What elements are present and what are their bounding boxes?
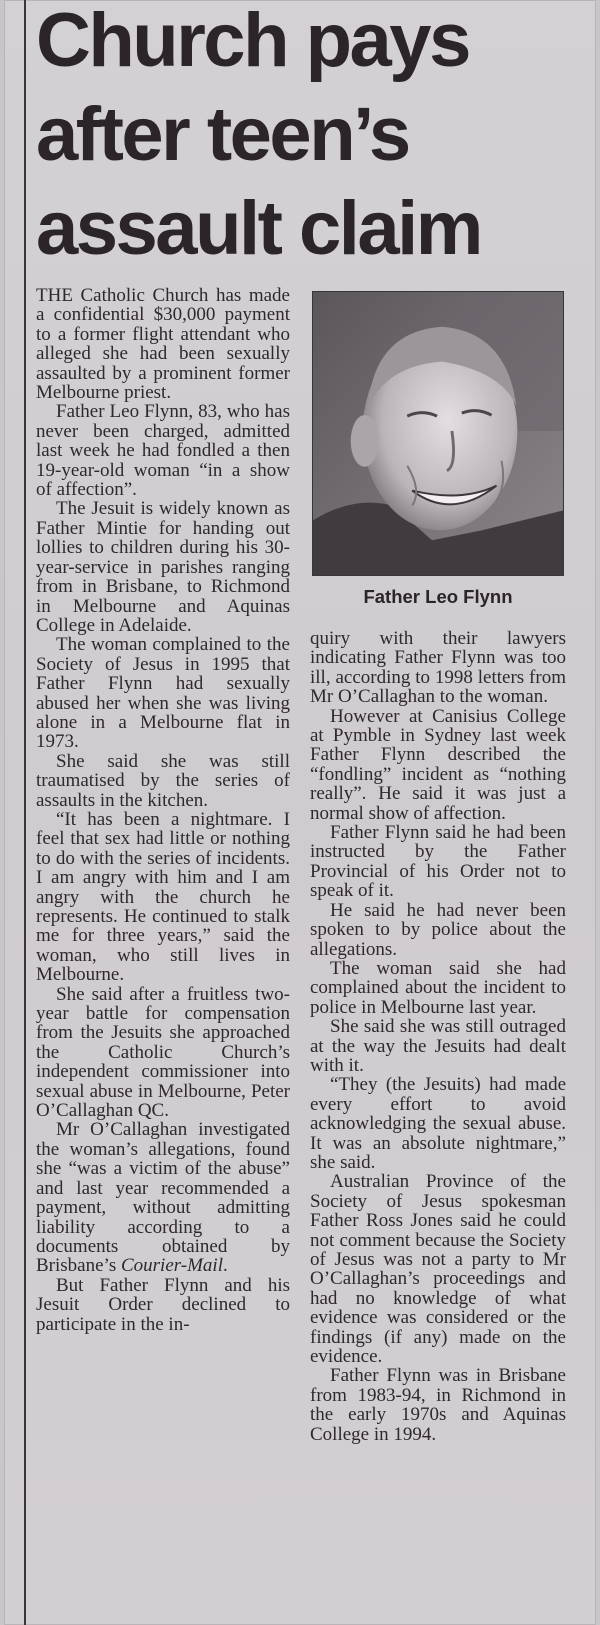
paragraph: Australian Province of the Society of Jesus spokesman Father Ross Jones said he could not comment because the Society of Jesus was not a party to Mr O’Callaghan’s proceedings and had no knowledge of what evidence was considered or the findings (if any) made on the evidence. bbox=[310, 1171, 566, 1368]
paragraph: The Jesuit is widely known as Father Mintie for handing out lollies to children during his 30-year-service in parishes ranging from in Brisbane, to Richmond in Melbourne and Aquinas College in Adelaide. bbox=[36, 498, 290, 636]
headline-line-3: assault claim bbox=[36, 186, 481, 271]
paragraph: She said she was still outraged at the way the Jesuits had dealt with it. bbox=[310, 1016, 566, 1076]
paragraph: She said she was still traumatised by the series of assaults in the kitchen. bbox=[36, 750, 290, 811]
paragraph: The woman said she had complained about the incident to police in Melbourne last year. bbox=[310, 957, 566, 1018]
photo-caption: Father Leo Flynn bbox=[363, 586, 513, 607]
paragraph: Father Leo Flynn, 83, who has never been charged, admitted last week he had fondled a then 19-year-old woman “in a show of affection”. bbox=[36, 401, 290, 501]
paragraph: But Father Flynn and his Jesuit Order declined to participate in the in- bbox=[36, 1274, 290, 1335]
column-rule bbox=[24, 0, 26, 1625]
paragraph: “They (the Jesuits) had made every effort to avoid acknowledging the sexual abuse. It was an absolute nightmare,” she said. bbox=[310, 1074, 566, 1173]
article-column-2 bbox=[310, 629, 566, 1444]
paragraph: “It has been a nightmare. I feel that sex had little or nothing to do with the series of incidents. I am angry with him and I am angry with the church he represents. He continued to stalk me for three years,” said the woman, who still lives in Melbourne. bbox=[36, 808, 290, 986]
headline-line-1: Church pays bbox=[36, 0, 469, 83]
paragraph: The woman complained to the Society of Jesus in 1995 that Father Flynn had sexually abused her when she was living alone in a Melbourne flat in 1973. bbox=[36, 634, 290, 753]
portrait-image bbox=[313, 292, 563, 575]
paragraph: However at Canisius College at Pymble in Sydney last week Father Flynn described the “fondling” incident as “nothing really”. He said it was just a normal show of affection. bbox=[310, 705, 566, 824]
portrait-photo bbox=[312, 291, 564, 576]
paragraph: She said after a fruitless two-year battle for compensation from the Jesuits she approached the Catholic Church’s independent commissioner into sexual abuse in Melbourne, Peter O’Callaghan QC. bbox=[36, 983, 290, 1122]
paragraph: THE Catholic Church has made a confidential $30,000 payment to a former flight attendant who alleged she had been sexually assaulted by a prominent former Melbourne priest. bbox=[36, 285, 290, 404]
paragraph: He said he had never been spoken to by police about the allegations. bbox=[310, 899, 566, 960]
headline-line-2: after teen’s bbox=[36, 92, 409, 177]
paragraph: Father Flynn said he had been instructed by the Father Provincial of his Order not to speak of it. bbox=[310, 822, 566, 902]
paragraph: quiry with their lawyers indicating Father Flynn was too ill, according to 1998 letters from Mr O’Callaghan to the woman. bbox=[310, 628, 566, 708]
publication-name: Courier-Mail bbox=[120, 1255, 223, 1277]
paragraph: Father Flynn was in Brisbane from 1983-94, in Richmond in the early 1970s and Aquinas College in 1994. bbox=[310, 1365, 566, 1445]
paragraph: Mr O’Callaghan investigated the woman’s allegations, found she “was a victim of the abuse” and last year recommended a payment, without admitting liability according to a documents obtained by Brisbane’s Courier-Mail. bbox=[36, 1119, 290, 1277]
headline bbox=[36, 0, 596, 276]
article-column-1 bbox=[36, 286, 290, 1334]
